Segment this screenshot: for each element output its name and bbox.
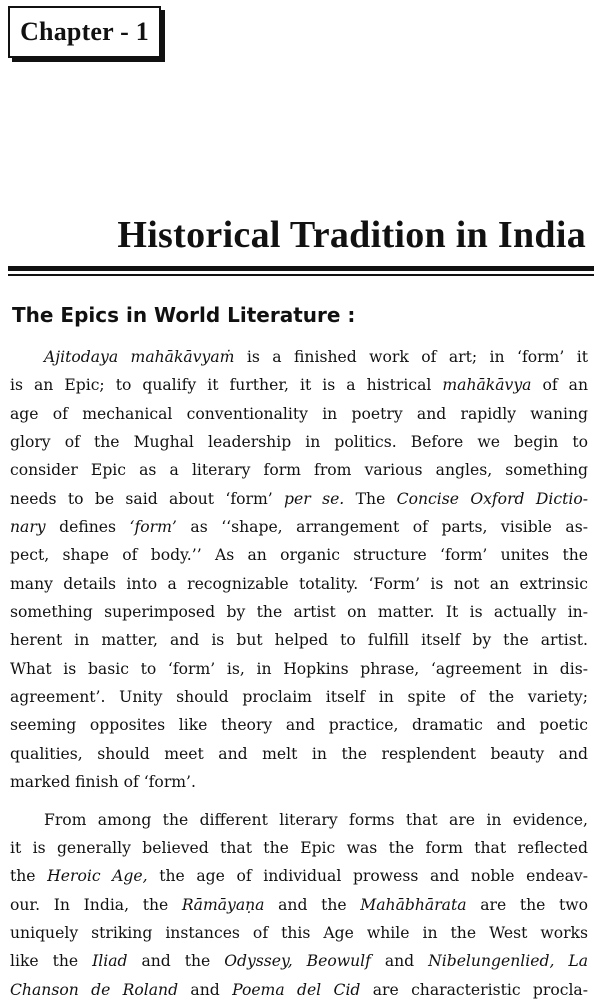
text-run: something superimposed by the artist on matter. It is actually in- [10, 603, 588, 622]
text-line [10, 834, 588, 862]
chapter-label-box [8, 6, 161, 58]
text-line [10, 570, 588, 598]
text-run: uniquely striking instances of this Age while in the West works [10, 923, 588, 942]
text-run: The [344, 489, 397, 508]
text-run: and [370, 952, 429, 971]
text-line [10, 598, 588, 626]
italic-text: Heroic Age, [47, 867, 148, 886]
italic-text: nary [10, 518, 46, 537]
paragraph [10, 806, 588, 1004]
text-run: and the [127, 952, 225, 971]
italic-text: Rāmāyaṇa [181, 895, 265, 914]
italic-text: ‘form’ [129, 518, 177, 537]
title-rule-thin [8, 274, 594, 276]
italic-text: Chanson de Roland [10, 980, 179, 999]
paragraph-gap [10, 797, 588, 806]
italic-text: Poema del Cid [232, 980, 361, 999]
title-rule-thick [8, 266, 594, 271]
text-line [10, 947, 588, 975]
text-run: as ‘‘shape, arrangement of parts, visible as- [176, 518, 588, 537]
italic-text: Nibelungenlied, La [428, 952, 588, 971]
chapter-title: Historical Tradition in India [117, 214, 586, 256]
text-line [10, 919, 588, 947]
text-line [10, 740, 588, 768]
text-line [10, 343, 588, 371]
paragraph [10, 343, 588, 797]
text-line [10, 891, 588, 919]
text-run: needs to be said about ‘form’ [10, 489, 285, 508]
text-run: From among the different literary forms that are in evidence, [44, 810, 588, 829]
text-line [10, 683, 588, 711]
text-line [10, 541, 588, 569]
text-run: age of mechanical conventionality in poetry and rapidly waning [10, 404, 588, 423]
text-line [10, 485, 588, 513]
text-run: the [10, 867, 48, 886]
text-run: seeming opposites like theory and practice, dramatic and poetic [10, 716, 588, 735]
text-line [10, 456, 588, 484]
text-run: is an Epic; to qualify it further, it is a histrical [10, 376, 443, 395]
text-run: the age of individual prowess and noble endeav- [147, 867, 588, 886]
text-run: pect, shape of body.’’ As an organic structure ‘form’ unites the [10, 546, 588, 565]
text-run: it is generally believed that the Epic was the form that reflected [10, 838, 588, 857]
text-run: marked finish of ‘form’. [10, 773, 196, 792]
text-line [10, 513, 588, 541]
italic-text: Mahābhārata [360, 895, 467, 914]
italic-text: Iliad [92, 952, 128, 971]
body-text [10, 343, 588, 1004]
text-run: of an [531, 376, 588, 395]
text-line [10, 428, 588, 456]
text-line [10, 655, 588, 683]
text-run: is a finished work of art; in ‘form’ it [234, 348, 588, 366]
italic-text: Ajitodaya mahākāvyaṁ [44, 348, 235, 366]
text-line [10, 371, 588, 399]
text-line [10, 976, 588, 1004]
chapter-label: Chapter - 1 [20, 17, 149, 46]
text-line [10, 768, 588, 796]
text-run: are the two [466, 895, 588, 914]
text-run: herent in matter, and is but helped to fulfill itself by the artist. [10, 631, 588, 650]
text-run: glory of the Mughal leadership in politics. Before we begin to [10, 433, 588, 452]
text-line [10, 711, 588, 739]
text-run: our. In India, the [10, 895, 182, 914]
text-run: and [178, 980, 233, 999]
text-run: What is basic to ‘form’ is, in Hopkins phrase, ‘agreement in dis- [10, 659, 588, 678]
text-run: and the [264, 895, 361, 914]
italic-text: per se. [284, 489, 345, 508]
text-run: many details into a recognizable totality. ‘Form’ is not an extrinsic [10, 574, 588, 593]
text-run: defines [45, 518, 130, 537]
text-run: like the [10, 952, 93, 971]
text-line [10, 626, 588, 654]
section-heading: The Epics in World Literature : [12, 303, 356, 327]
text-line [10, 862, 588, 890]
text-run: consider Epic as a literary form from various angles, something [10, 461, 588, 480]
italic-text: mahākāvya [442, 376, 532, 395]
text-run: agreement’. Unity should proclaim itself in spite of the variety; [10, 688, 588, 707]
italic-text: Odyssey, Beowulf [224, 952, 371, 971]
text-run: qualities, should meet and melt in the resplendent beauty and [10, 744, 588, 763]
italic-text: Concise Oxford Dictio- [396, 489, 588, 508]
text-line [10, 400, 588, 428]
text-run: are characteristic procla- [360, 980, 588, 999]
text-line [10, 806, 588, 834]
